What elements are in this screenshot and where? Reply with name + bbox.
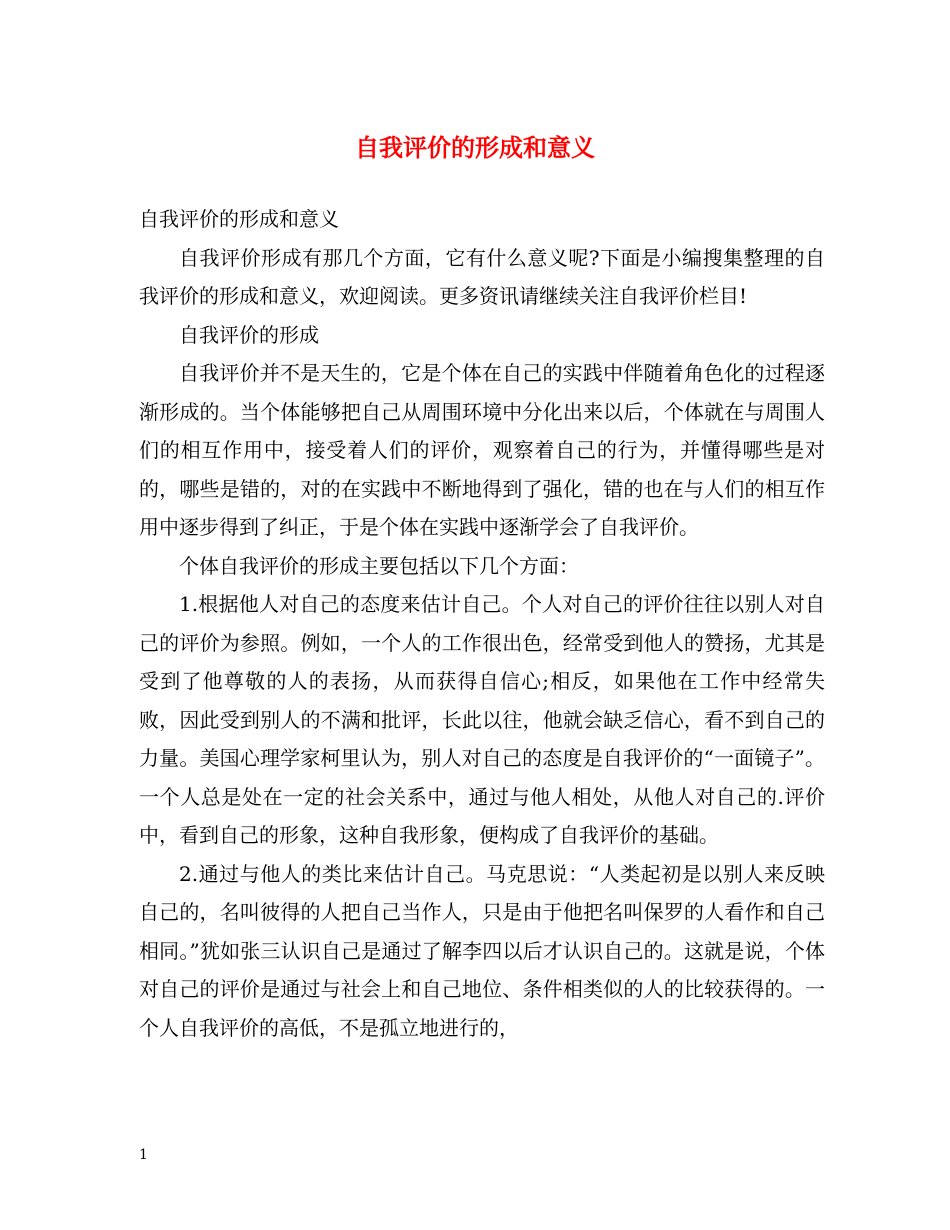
section-heading: 自我评价的形成 (179, 322, 319, 347)
paragraph: 个体自我评价的形成主要包括以下几个方面： (179, 553, 579, 578)
paragraph: 自我评价并不是天生的，它是个体在自己的实践中伴随着角色化的过程逐渐形成的。当个体能够把自己从周围环境中分化出来以后，个体就在与周围人们的相互作用中，接受着人们的评价，观察着自己的行为，并懂得哪些是对的，哪些是错的，对的在实践中不断地得到了强化，错的也在与人们的相互作用中逐步得到了纠正，于是个体在实践中逐渐学会了自我评价。 (139, 361, 825, 539)
paragraph: 1.根据他人对自己的态度来估计自己。个人对自己的评价往往以别人对自己的评价为参照。例如，一个人的工作很出色，经常受到他人的赞扬，尤其是受到了他尊敬的人的表扬，从而获得自信心;相反，如果他在工作中经常失败，因此受到别人的不满和批评，长此以往，他就会缺乏信心，看不到自己的力量。美国心理学家柯里认为，别人对自己的态度是自我评价的“一面镜子”。一个人总是处在一定的社会关系中，通过与他人相处，从他人对自己的.评价中，看到自己的形象，这种自我形象，便构成了自我评价的基础。 (139, 592, 825, 847)
paragraph-intro: 自我评价形成有那几个方面，它有什么意义呢?下面是小编搜集整理的自我评价的形成和意义，欢迎阅读。更多资讯请继续关注自我评价栏目! (139, 245, 825, 308)
document-body (139, 200, 825, 1047)
document-title: 自我评价的形成和意义 (355, 133, 595, 162)
paragraph: 2.通过与他人的类比来估计自己。马克思说：“人类起初是以别人来反映自己的，名叫彼得的人把自己当作人，只是由于他把名叫保罗的人看作和自己相同。”犹如张三认识自己是通过了解李四以后才认识自己的。这就是说，个体对自己的评价是通过与社会上和自己地位、条件相类似的人的比较获得的。一个人自我评价的高低，不是孤立地进行的， (139, 861, 825, 1040)
paragraph-heading: 自我评价的形成和意义 (139, 207, 339, 231)
page-number: 1 (139, 1147, 148, 1163)
